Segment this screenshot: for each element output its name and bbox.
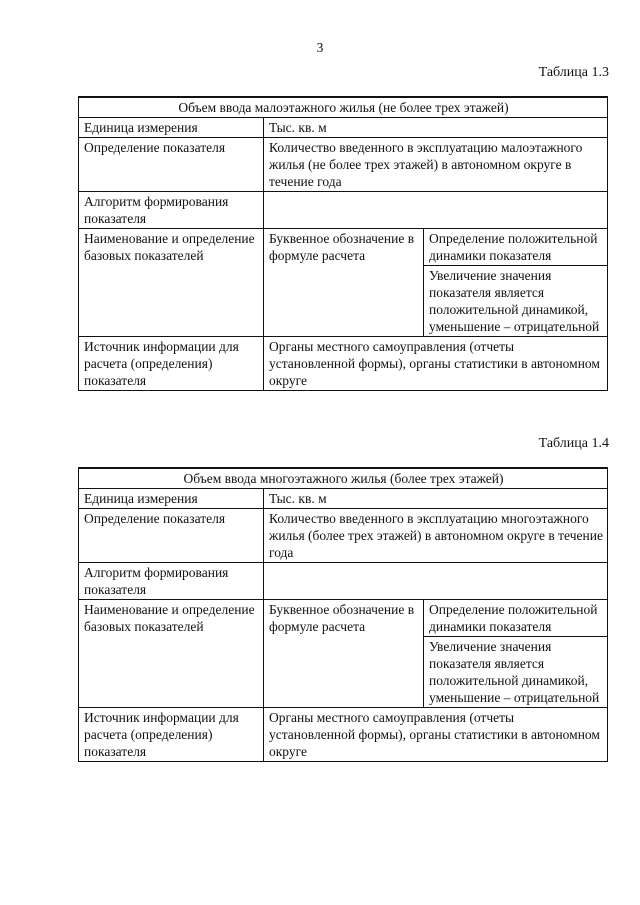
source-value: Органы местного самоуправления (отчеты установленной формы), органы статистики в автономном округе: [264, 337, 608, 391]
unit-value: Тыс. кв. м: [264, 489, 608, 509]
definition-label: Определение показателя: [79, 509, 264, 563]
symbol-label: Буквенное обозначение в формуле расчета: [264, 600, 424, 708]
base-indicators-label: Наименование и определение базовых показателей: [79, 229, 264, 337]
indicator-table: [78, 96, 608, 391]
dynamics-value: Увеличение значения показателя является положительной динамикой, уменьшение – отрицательной: [424, 266, 608, 337]
table-caption: Таблица 1.4: [538, 436, 609, 451]
algorithm-label: Алгоритм формирования показателя: [79, 192, 264, 229]
dynamics-label: Определение положительной динамики показателя: [424, 229, 608, 266]
indicator-table: [78, 467, 608, 762]
algorithm-value: [264, 563, 608, 600]
page-number: 3: [316, 40, 324, 55]
table-caption: Таблица 1.3: [538, 65, 609, 80]
definition-value: Количество введенного в эксплуатацию малоэтажного жилья (не более трех этажей) в автономном округе в течение года: [264, 138, 608, 192]
dynamics-label: Определение положительной динамики показателя: [424, 600, 608, 637]
source-label: Источник информации для расчета (определения) показателя: [79, 708, 264, 762]
source-label: Источник информации для расчета (определения) показателя: [79, 337, 264, 391]
definition-label: Определение показателя: [79, 138, 264, 192]
source-value: Органы местного самоуправления (отчеты установленной формы), органы статистики в автономном округе: [264, 708, 608, 762]
unit-label: Единица измерения: [79, 489, 264, 509]
unit-value: Тыс. кв. м: [264, 118, 608, 138]
symbol-label: Буквенное обозначение в формуле расчета: [264, 229, 424, 337]
definition-value: Количество введенного в эксплуатацию многоэтажного жилья (более трех этажей) в автономном округе в течение года: [264, 509, 608, 563]
base-indicators-label: Наименование и определение базовых показателей: [79, 600, 264, 708]
algorithm-value: [264, 192, 608, 229]
dynamics-value: Увеличение значения показателя является положительной динамикой, уменьшение – отрицательной: [424, 637, 608, 708]
table-title: Объем ввода многоэтажного жилья (более трех этажей): [79, 468, 608, 489]
algorithm-label: Алгоритм формирования показателя: [79, 563, 264, 600]
unit-label: Единица измерения: [79, 118, 264, 138]
table-title: Объем ввода малоэтажного жилья (не более трех этажей): [79, 97, 608, 118]
